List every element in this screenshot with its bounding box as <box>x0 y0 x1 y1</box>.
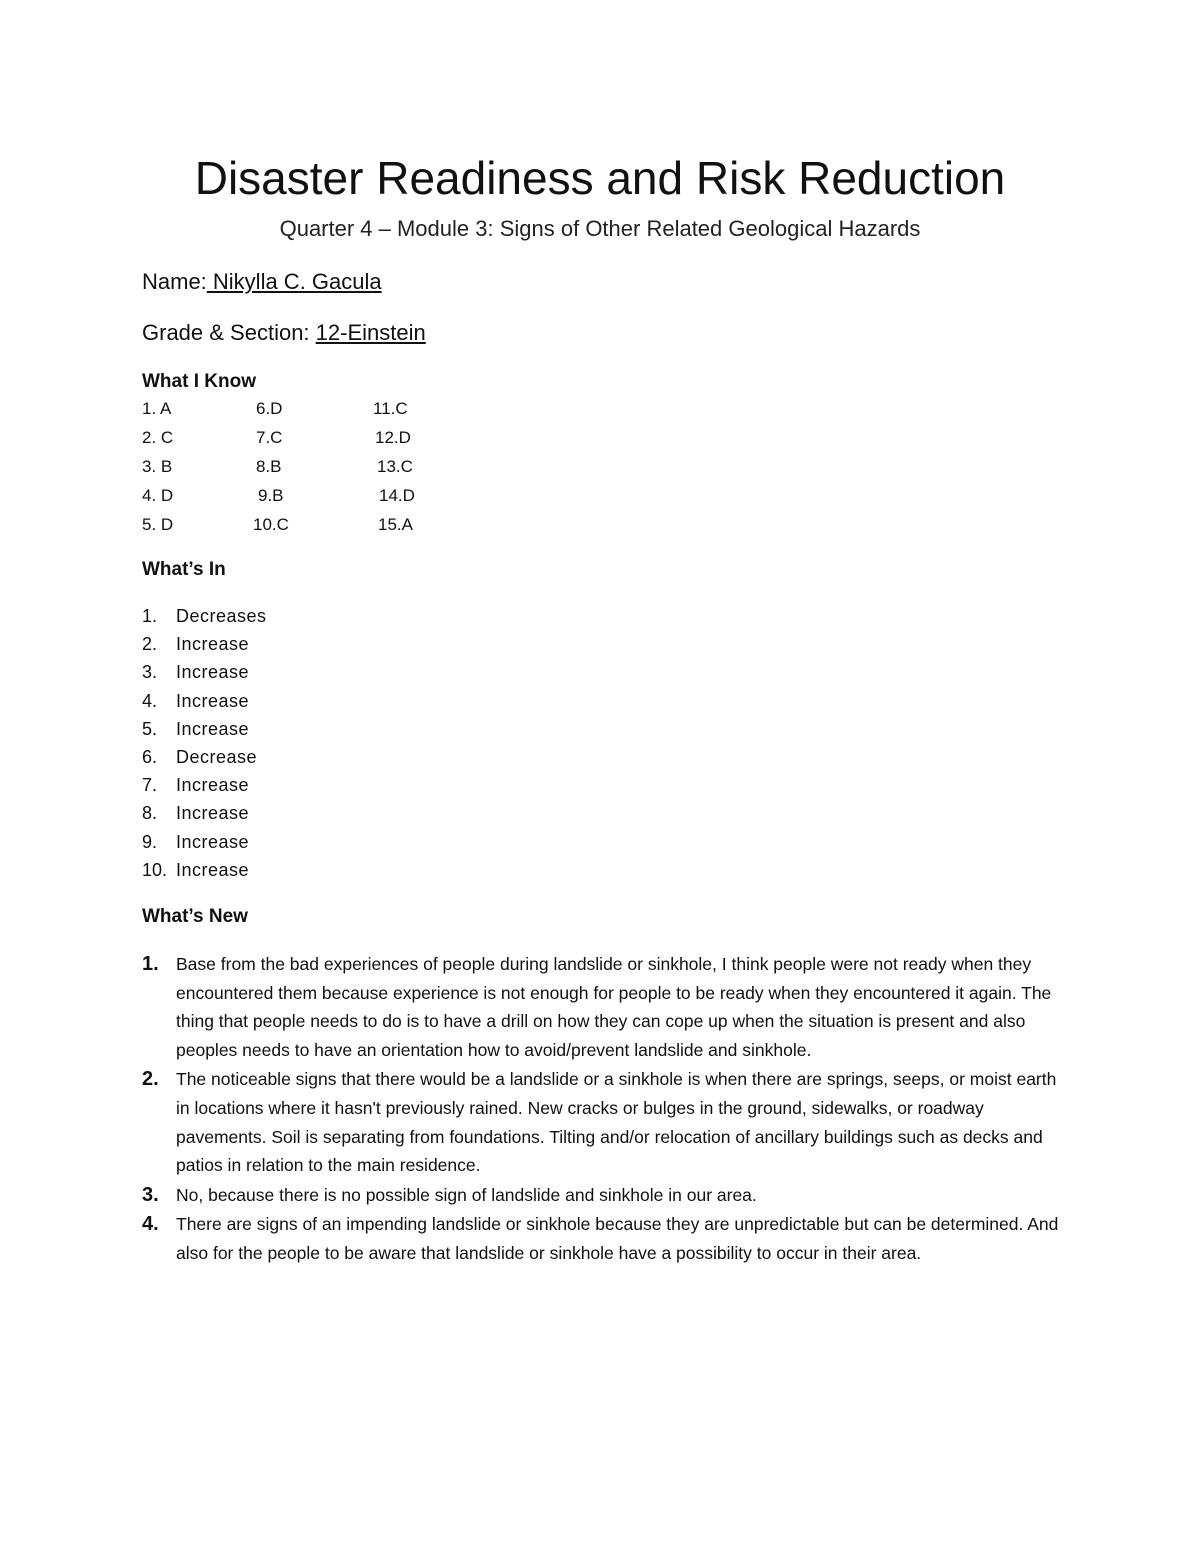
item-text: Decrease <box>176 746 258 767</box>
whats-in-heading: What’s In <box>142 559 226 580</box>
name-value: Nikylla C. Gacula <box>206 269 382 294</box>
answer-8: 8.B <box>256 457 282 476</box>
list-item <box>142 716 542 744</box>
item-text: There are signs of an impending landslide or sinkhole because they are unpredictable but can be determined. And also for the people to be aware that landslide or sinkhole have a possibility to occur in their area. <box>176 1214 1059 1263</box>
answer-7: 7.C <box>256 428 283 447</box>
item-text: No, because there is no possible sign of landslide and sinkhole in our area. <box>176 1184 757 1205</box>
name-label: Name: <box>142 269 207 294</box>
list-item <box>142 1181 1062 1210</box>
item-number: 5. <box>142 718 158 739</box>
list-item <box>142 659 542 687</box>
item-number: 2. <box>142 1068 159 1091</box>
grade-section-field <box>142 317 426 349</box>
answer-6: 6.D <box>256 399 283 418</box>
whats-in-list <box>142 603 542 885</box>
item-text: The noticeable signs that there would be a landslide or a sinkhole is when there are springs, seeps, or moist earth in locations where it hasn't previously rained. New cracks or bulges in the ground, sidewalks, or roadway pavements. Soil is separating from foundations. Tilting and/or relocation of ancillary buildings such as decks and patios in relation to the main residence. <box>176 1069 1057 1176</box>
answer-11: 11.C <box>373 399 408 418</box>
item-text: Increase <box>176 634 250 655</box>
answer-12: 12.D <box>375 428 411 447</box>
item-number: 7. <box>142 775 158 796</box>
whats-new-list <box>142 950 1062 1269</box>
item-text: Increase <box>176 775 250 796</box>
item-text: Decreases <box>176 606 267 626</box>
item-number: 10. <box>142 859 168 880</box>
grade-section-label: Grade & Section: <box>142 320 310 345</box>
list-item <box>142 688 542 716</box>
item-number: 1. <box>142 606 158 626</box>
list-item <box>142 772 542 800</box>
name-field <box>142 266 382 298</box>
answer-5: 5. D <box>142 515 174 534</box>
grade-section-value: 12-Einstein <box>315 320 426 345</box>
what-i-know-heading: What I Know <box>142 371 256 392</box>
list-item <box>142 800 542 828</box>
item-number: 3. <box>142 1183 159 1206</box>
answer-4: 4. D <box>142 486 174 505</box>
answer-9: 9.B <box>258 486 284 505</box>
what-i-know-answers <box>142 398 542 543</box>
list-item <box>142 631 542 659</box>
document-subtitle: Quarter 4 – Module 3: Signs of Other Related Geological Hazards <box>279 216 921 241</box>
item-text: Increase <box>176 859 250 880</box>
item-text: Base from the bad experiences of people during landslide or sinkhole, I think people were not ready when they encountered them because experience is not enough for people to be ready when they encountered it again. The thing that people needs to do is to have a drill on how they can cope up when the situation is present and also peoples needs to have an orientation how to avoid/prevent landslide and sinkhole. <box>176 954 1052 1060</box>
item-text: Increase <box>176 662 250 683</box>
item-number: 9. <box>142 831 158 852</box>
item-number: 8. <box>142 803 158 824</box>
list-item <box>142 857 542 885</box>
item-number: 6. <box>142 746 158 767</box>
item-text: Increase <box>176 718 250 739</box>
whats-new-heading: What’s New <box>142 906 248 927</box>
item-number: 4. <box>142 690 158 711</box>
answer-15: 15.A <box>378 515 413 534</box>
answer-14: 14.D <box>379 486 415 505</box>
list-item <box>142 1210 1062 1267</box>
list-item <box>142 744 542 772</box>
item-number: 3. <box>142 662 158 683</box>
answer-3: 3. B <box>142 457 173 476</box>
list-item <box>142 603 542 631</box>
list-item <box>142 829 542 857</box>
item-number: 1. <box>142 953 159 975</box>
item-text: Increase <box>176 803 250 824</box>
answer-2: 2. C <box>142 428 174 447</box>
answer-13: 13.C <box>377 457 413 476</box>
document-title: Disaster Readiness and Risk Reduction <box>194 152 1006 204</box>
item-text: Increase <box>176 690 250 711</box>
item-number: 4. <box>142 1213 159 1236</box>
item-number: 2. <box>142 634 158 655</box>
answer-10: 10.C <box>253 515 289 534</box>
list-item <box>142 1065 1062 1179</box>
item-text: Increase <box>176 831 250 852</box>
list-item <box>142 950 1062 1064</box>
answer-1: 1. A <box>142 399 172 418</box>
